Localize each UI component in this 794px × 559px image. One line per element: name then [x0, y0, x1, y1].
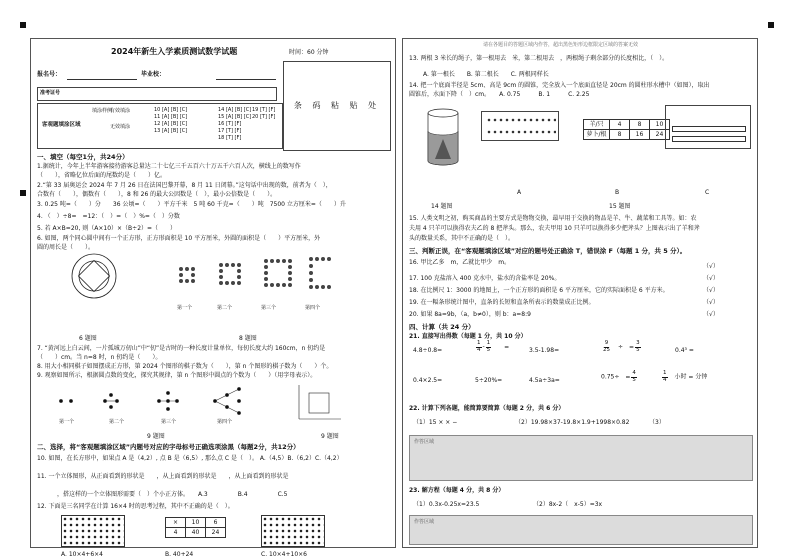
question-14-cont: 圆锥后，水面下降（ ）cm。 A. 0.75 B. 1 C. 2.25	[409, 91, 590, 98]
barcode-area	[283, 61, 391, 151]
figure-15-a	[481, 111, 559, 141]
figure-15-label-b: B	[615, 189, 620, 196]
question-4: 4. （ ）÷8= =12：（ ）=（ ）%=（ ）分数	[37, 213, 180, 220]
table-cell: 6	[206, 518, 226, 528]
bubble-17[interactable]: 17 [T] [F]	[218, 128, 242, 134]
calc-8: 4.5a÷3a=	[529, 377, 560, 384]
question-19: 19. 在一幅条形统计图中，直条的长短和直条所表示的数量成正比例。	[409, 299, 595, 306]
tf-mark-18: （√）	[703, 287, 719, 294]
figure-8-caption: 8 题图	[239, 335, 257, 342]
question-12-option-b: B. 40+24	[165, 551, 194, 558]
figure-9-label-1: 第一个	[59, 419, 75, 425]
calc-2: $\frac{1}{4}$ - $\frac{1}{5}$ =	[477, 340, 510, 353]
legend-sample: 填涂样例	[92, 108, 113, 114]
question-23: 23. 解方程（每题 4 分，共 8 分）	[409, 487, 505, 494]
legend-valid: 有效填涂	[110, 108, 131, 114]
calc-9-text: 0.75÷ =	[601, 373, 631, 381]
work-area-23[interactable]	[409, 515, 753, 545]
figure-10-rectangle	[293, 383, 343, 423]
question-15-cont: 夫用 4 只羊可以换得农夫乙的 8 把斧头。那么，农夫甲用 10 只羊可以换得多少把斧头？上图表示出了羊和斧	[409, 225, 700, 232]
question-17: 17. 100 克盐溶入 400 克水中，盐水的含盐率是 20%。	[409, 275, 561, 282]
calc-5: 0.4³ =	[675, 347, 694, 354]
calc-4: $\frac{9}{25}$ ÷ = $\frac{3}{5}$	[603, 340, 640, 353]
bubble-15[interactable]: 15 [A] [B] [C]	[218, 114, 252, 120]
figure-14-caption: 14 题图	[431, 203, 453, 210]
question-3: 3. 0.25 吨=（ ）分 36 公顷=（ ）平方千米 5 吨 60 千克=（ ）吨 7500 立方厘米=（ ）升	[37, 201, 346, 208]
barcode-label: 条 码 粘 贴 处	[293, 101, 381, 110]
work-area-label: 作答区域	[414, 519, 435, 525]
question-15: 15. 人类文明之初，购买商品的主要方式是物物交换，最早用于交换的物品是羊、牛、蔬菜和工具等。如：农	[409, 215, 697, 222]
figure-12-table	[165, 517, 226, 538]
table-cell: 16	[630, 130, 650, 140]
right-page	[402, 38, 758, 548]
calc-3: 3.5-1.98=	[529, 347, 560, 354]
figure-8-label-4: 第四个	[305, 305, 321, 311]
figure-15-label-c: C	[705, 189, 710, 196]
objective-area-label: 客观题填涂区域	[42, 122, 81, 128]
question-13-options: A. 第一根长 B. 第二根长 C. 两根同样长	[423, 71, 549, 78]
question-2: 2.“第 33 届奥运会 2024 年 7 月 26 日在法国巴黎开幕，8 月 11 日闭幕。”这句话中出现的数，前者为（ ），	[37, 182, 332, 189]
question-5: 5. 若 A×B=20, 则（A×10）×（B÷2）=（ ）	[37, 225, 177, 232]
registration-mark-top-right	[768, 22, 774, 28]
figure-8-label-3: 第三个	[261, 305, 277, 311]
question-6: 6. 如图，两个同心圆中间有一个正方形，正方形面积是 10 平方厘米，外圆的面积是（ ）平方厘米，外	[37, 235, 321, 242]
figure-15-caption: 15 题图	[609, 203, 631, 210]
question-7: 7. “黄河远上白云间，一片孤城万仞山”中“仞”是古时的一种长度计量单位，每仞长度大约 160cm，n 仞约是	[37, 345, 326, 352]
bubble-10[interactable]: 10 [A] [B] [C]	[154, 107, 188, 113]
question-21: 21. 直接写出得数（每题 1 分，共 10 分）	[409, 333, 527, 340]
q22-item-1: （1）15 × × −	[413, 419, 458, 426]
exam-time: 时间：60 分钟	[289, 49, 329, 56]
table-cell: 24	[206, 528, 226, 538]
bubble-11[interactable]: 11 [A] [B] [C]	[154, 114, 188, 120]
exam-number-label: 准考证号	[40, 90, 61, 96]
calc-2-text: =	[492, 343, 510, 351]
figure-12-dots-a	[61, 515, 125, 547]
question-12-option-c: C. 10×4+10×6	[261, 551, 307, 558]
bubble-12[interactable]: 12 [A] [B] [C]	[154, 121, 188, 127]
table-cell: 40	[186, 528, 206, 538]
tf-mark-19: （√）	[703, 299, 719, 306]
registration-mark-mid-left	[20, 190, 26, 196]
question-1: 1.据统计，今年上半年游客接待游客总量达二十七亿三千五百六十万五千六百人次，横线上的数写作	[37, 163, 301, 170]
figure-9-label-4: 第四个	[217, 419, 233, 425]
question-2-cont: 合数有（ ），偶数有（ ），8 和 26 的最大公因数是（ ），最小公倍数是（ ）。	[37, 191, 277, 198]
figure-14-cylinder	[423, 107, 463, 169]
name-label: 报名号：	[37, 71, 62, 78]
question-10: 10. 如图，在长方形中，如果点 A 是（4,2）, 点 B 是（6,5）, 那么点 C 是（ ）。 A.（4,5）B.（6,2）C.（4,2）	[37, 455, 343, 462]
question-11: 11. 一个立体图形，从正面看到的形状是 ，从上面看到的形状是 ，从上面看到的形状是	[37, 473, 289, 480]
q23-item-1: （1）0.3x-0.25x=23.5	[413, 501, 480, 508]
table-cell: 8	[610, 130, 630, 140]
question-9: 9. 观察如图所示，根据圆点数的变化，探究其规律，第 n 个图形中圆点的个数为（ ）（用字母表示）。	[37, 372, 317, 379]
school-field[interactable]	[216, 79, 276, 80]
q22-item-2: （2）19.98×37-19.8×1.9+1998×0.82	[515, 419, 630, 426]
table-cell: 8	[630, 120, 650, 130]
table-cell: 24	[650, 130, 670, 140]
question-11-cont: ，搭这样的一个立体图形需要（ ）个小正方体。 A.3 B.4 C.5	[57, 491, 288, 498]
calc-10-text: 小时 = 分钟	[668, 373, 708, 381]
objective-answer-area	[37, 103, 283, 149]
table-cell: 10	[186, 518, 206, 528]
question-12: 12. 下面是三名同学在计算 16×4 时的思考过程，其中不正确的是（ ）。	[37, 503, 234, 510]
figure-15-label-a: A	[517, 189, 522, 196]
table-cell: 4	[166, 528, 186, 538]
section-4-heading: 四、计算（共 24 分）	[409, 323, 475, 331]
bubble-18[interactable]: 18 [T] [F]	[218, 135, 242, 141]
work-area-label: 作答区域	[414, 439, 435, 445]
question-7-cont: （ ）cm。当 n=8 时，n 仞约是（ ）。	[37, 354, 162, 361]
figure-8-dot-patterns	[171, 253, 331, 299]
tf-mark-17: （√）	[703, 275, 719, 282]
figure-9-caption: 9 题图	[147, 433, 165, 440]
calc-9: 0.75÷ = $\frac{4}{5}$	[601, 370, 636, 383]
figure-9-caption-b: 9 题图	[321, 433, 339, 440]
exam-title: 2024年新生入学素质测试数学试题	[111, 47, 238, 56]
answer-area-notice: 请在各题目的答题区域内作答，超出黑色矩形边框限定区域的答案无效	[483, 42, 639, 48]
bubble-13[interactable]: 13 [A] [B] [C]	[154, 128, 188, 134]
school-label: 毕业校：	[141, 71, 166, 78]
bubble-20[interactable]: 20 [T] [F]	[252, 114, 276, 120]
table-cell: 4	[610, 120, 630, 130]
calc-7: 5÷20%=	[475, 377, 503, 384]
section-1-heading: 一、填空（每空1分，共24分）	[37, 153, 129, 161]
question-13: 13. 两根 3 米长的绳子，第一根用去 米，第二根用去 ，两根绳子剩余部分的长度相比，（ ）。	[409, 55, 669, 62]
tf-mark-20: （√）	[703, 311, 719, 318]
figure-12-dots-c	[261, 515, 325, 547]
question-8: 8. 用大小相同棋子如图摆成正方形，第 2024 个图形的棋子数为（ ），第 n 个图形的棋子数为（ ）个。	[37, 363, 333, 370]
figure-15-c	[665, 105, 751, 149]
figure-6-caption: 6 题图	[79, 335, 97, 342]
section-3-heading: 三、判断正误，在“客观题填涂区域”对应的题号处正确涂 T，错误涂 F（每题 1 分，共 5 分）。	[409, 247, 687, 255]
figure-8-label-1: 第一个	[177, 305, 193, 311]
question-22: 22. 计算下列各题，能简算要简算（每题 2 分，共 6 分）	[409, 405, 565, 412]
question-1-cont: （ ），省略亿位后面的尾数约是（ ）亿。	[37, 172, 167, 179]
question-15-cont-2: 头的数量关系，其中不正确的是（ ）。	[409, 235, 515, 242]
section-2-heading: 二、选择，将“客观题填涂区域”内题号对应的字母标号正确选项涂黑（每题2分，共12分）	[37, 443, 300, 451]
question-12-option-a: A. 10×4+6×4	[61, 551, 103, 558]
table-cell: 羊/只	[584, 120, 610, 130]
left-page	[30, 38, 396, 558]
calc-6: 0.4×2.5=	[413, 377, 443, 384]
question-6-cont: 圆的周长是（ ）。	[37, 244, 95, 251]
figure-9-label-2: 第二个	[109, 419, 125, 425]
bubble-19[interactable]: 19 [T] [F]	[252, 107, 276, 113]
q22-item-3: （3）	[649, 419, 710, 426]
figure-15-b-table	[583, 119, 670, 140]
figure-6-concentric-circles	[69, 251, 119, 301]
figure-9-dot-trees	[51, 385, 291, 415]
table-cell: 萝卜/根	[584, 130, 610, 140]
table-cell: 10	[650, 120, 670, 130]
question-18: 18. 在比例尺 1：3000 的地图上，一个正方形的面积是 6 平方厘米，它的实际面积是 6 平方米。	[409, 287, 669, 294]
registration-mark-top-left	[20, 22, 26, 28]
work-area-22[interactable]	[409, 435, 753, 481]
exam-number-box[interactable]	[37, 87, 277, 101]
question-16: 16. 甲比乙多 m，乙就比甲少 m。	[409, 259, 511, 266]
question-20: 20. 如果 8a=9b，（a，b≠0），则 b：a=8:9	[409, 311, 531, 318]
legend-invalid: 无效填涂	[110, 124, 131, 130]
tf-mark-16: （√）	[703, 263, 719, 270]
calc-4-text: ÷ =	[612, 343, 635, 351]
figure-9-label-3: 第三个	[161, 419, 177, 425]
figure-8-label-2: 第二个	[217, 305, 233, 311]
question-14: 14. 把一个底面半径是 5cm、高是 9cm 的圆锥，完全放入一个底面直径是 20cm 的圆柱形水槽中（如图），取出	[409, 82, 710, 89]
bubble-14[interactable]: 14 [A] [B] [C]	[218, 107, 252, 113]
q23-item-2: （2）8x-2（ x-5）=3x	[533, 501, 603, 508]
calc-10: $\frac{1}{4}$ 小时 = 分钟	[663, 370, 708, 383]
name-field[interactable]	[67, 79, 137, 80]
calc-1: 4.8÷0.8=	[413, 347, 443, 354]
bubble-16[interactable]: 16 [T] [F]	[218, 121, 242, 127]
table-cell: ×	[166, 518, 186, 528]
